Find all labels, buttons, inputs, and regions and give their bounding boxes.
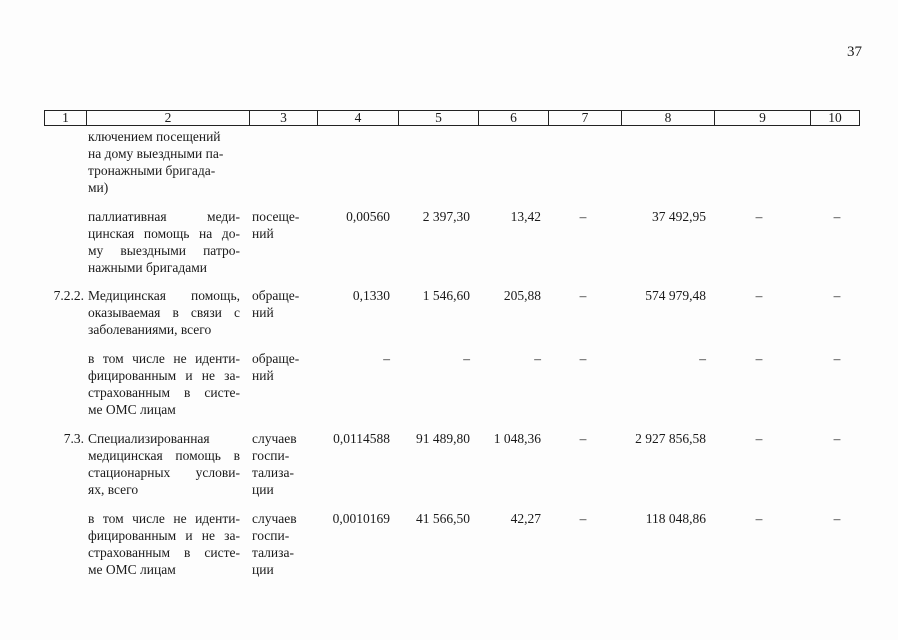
row-description <box>88 287 240 338</box>
unit-line: ции <box>252 482 274 497</box>
header-col-9: 9 <box>714 111 810 125</box>
description-line: ключением посещений <box>88 129 221 144</box>
header-col-6: 6 <box>478 111 548 125</box>
cell-col-8: 574 979,48 <box>645 288 706 303</box>
row-description <box>88 128 240 196</box>
description-line: стационарных услови- <box>88 465 240 480</box>
cell-col-6: 205,88 <box>503 288 541 303</box>
cell-col-5: 91 489,80 <box>416 431 470 446</box>
description-line: заболеваниями, всего <box>88 322 212 337</box>
unit-line: ний <box>252 226 274 241</box>
description-line: оказываемая в связи с <box>88 305 240 320</box>
row-code: 7.2.2. <box>53 288 84 303</box>
header-col-7: 7 <box>548 111 621 125</box>
description-line: ме ОМС лицам <box>88 562 176 577</box>
header-col-5: 5 <box>398 111 478 125</box>
row-unit <box>252 208 310 242</box>
cell-col-8: – <box>699 351 706 366</box>
unit-line: тализа- <box>252 545 294 560</box>
cell-col-10: – <box>833 431 841 446</box>
header-col-1: 1 <box>62 110 69 125</box>
cell-col-8: 37 492,95 <box>652 209 706 224</box>
cell-col-6: 1 048,36 <box>493 431 541 446</box>
cell-col-5: 41 566,50 <box>416 511 470 526</box>
row-description <box>88 350 240 418</box>
cell-col-6: – <box>534 351 541 366</box>
description-line: ми) <box>88 180 109 195</box>
description-line: нажными бригадами <box>88 260 207 275</box>
table-header-row <box>44 110 860 126</box>
description-line: в том числе не иденти- <box>88 351 240 366</box>
cell-col-9: – <box>755 209 763 224</box>
cell-col-5: 1 546,60 <box>422 288 470 303</box>
description-line: Медицинская помощь, <box>88 288 240 303</box>
description-line: фицированным и не за- <box>88 528 240 543</box>
unit-line: обраще- <box>252 351 300 366</box>
description-line: му выездными патро- <box>88 243 240 258</box>
cell-col-7: – <box>579 288 587 303</box>
description-line: тронажными бригада- <box>88 163 216 178</box>
row-unit <box>252 510 310 578</box>
cell-col-8: 118 048,86 <box>645 511 706 526</box>
cell-col-9: – <box>755 511 763 526</box>
unit-line: ции <box>252 562 274 577</box>
description-line: паллиативная меди- <box>88 209 240 224</box>
page-number: 37 <box>847 44 862 60</box>
row-unit <box>252 287 310 321</box>
description-line: страхованным в систе- <box>88 385 240 400</box>
cell-col-6: 42,27 <box>510 511 541 526</box>
header-col-4: 4 <box>317 111 398 125</box>
cell-col-4: 0,0010169 <box>332 511 390 526</box>
row-code: 7.3. <box>63 431 84 446</box>
unit-line: случаев <box>252 511 297 526</box>
description-line: в том числе не иденти- <box>88 511 240 526</box>
cell-col-10: – <box>833 209 841 224</box>
cell-col-10: – <box>833 288 841 303</box>
cell-col-4: 0,0114588 <box>333 431 390 446</box>
row-description <box>88 510 240 578</box>
row-description <box>88 430 240 498</box>
cell-col-5: 2 397,30 <box>422 209 470 224</box>
row-unit <box>252 430 310 498</box>
cell-col-8: 2 927 856,58 <box>635 431 706 446</box>
description-line: цинская помощь на до- <box>88 226 240 241</box>
cell-col-10: – <box>833 511 841 526</box>
cell-col-4: 0,1330 <box>352 288 390 303</box>
cell-col-7: – <box>579 431 587 446</box>
cell-col-5: – <box>463 351 470 366</box>
unit-line: посеще- <box>252 209 300 224</box>
description-line: страхованным в систе- <box>88 545 240 560</box>
cell-col-4: 0,00560 <box>346 209 390 224</box>
header-col-10: 10 <box>810 111 859 125</box>
row-description <box>88 208 240 276</box>
unit-line: госпи- <box>252 528 290 543</box>
unit-line: обраще- <box>252 288 300 303</box>
description-line: Специализированная <box>88 431 210 446</box>
row-unit <box>252 350 310 384</box>
unit-line: ний <box>252 368 274 383</box>
cell-col-4: – <box>383 351 390 366</box>
cell-col-7: – <box>579 511 587 526</box>
description-line: ме ОМС лицам <box>88 402 176 417</box>
cell-col-10: – <box>833 351 841 366</box>
unit-line: госпи- <box>252 448 290 463</box>
description-line: ях, всего <box>88 482 139 497</box>
header-col-8: 8 <box>621 111 714 125</box>
cell-col-9: – <box>755 351 763 366</box>
description-line: на дому выездными па- <box>88 146 224 161</box>
header-col-2: 2 <box>86 111 249 125</box>
unit-line: тализа- <box>252 465 294 480</box>
cell-col-7: – <box>579 351 587 366</box>
cell-col-9: – <box>755 288 763 303</box>
cell-col-9: – <box>755 431 763 446</box>
unit-line: случаев <box>252 431 297 446</box>
description-line: медицинская помощь в <box>88 448 240 463</box>
description-line: фицированным и не за- <box>88 368 240 383</box>
unit-line: ний <box>252 305 274 320</box>
cell-col-7: – <box>579 209 587 224</box>
header-col-3: 3 <box>249 111 317 125</box>
cell-col-6: 13,42 <box>510 209 541 224</box>
